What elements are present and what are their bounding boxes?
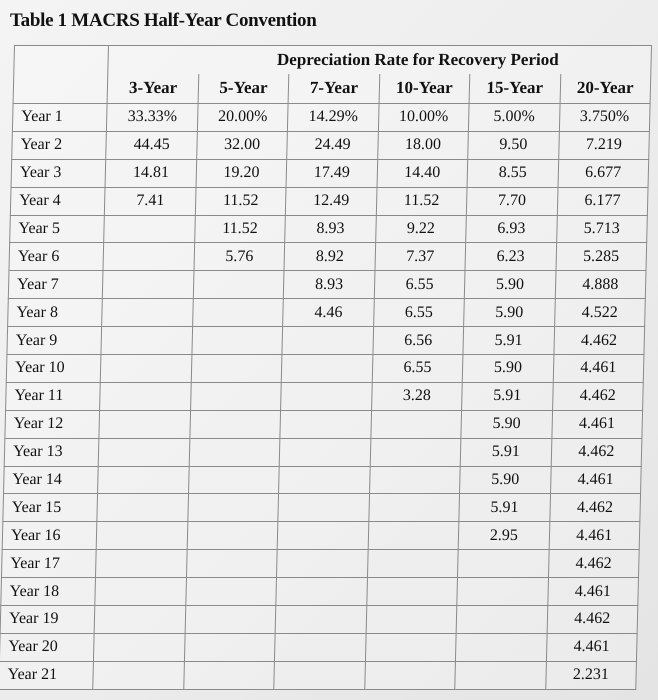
empty-rate-cell: [95, 606, 186, 634]
row-year-label: Year 2: [12, 131, 107, 159]
row-year-label: Year 15: [3, 494, 98, 522]
rate-cell: 44.45: [106, 131, 197, 159]
rate-cell: 11.52: [376, 187, 467, 215]
rate-cell: 8.93: [285, 215, 376, 243]
table-row: [3, 494, 641, 522]
empty-rate-cell: [186, 578, 277, 606]
rate-cell: 5.76: [194, 243, 285, 271]
rate-cell: 10.00%: [378, 104, 469, 132]
empty-rate-cell: [189, 438, 280, 466]
rate-cell: 14.29%: [288, 104, 379, 132]
rate-cell: 2.231: [545, 661, 636, 689]
rate-cell: 14.40: [377, 159, 468, 187]
empty-rate-cell: [185, 606, 276, 634]
empty-rate-cell: [101, 327, 192, 355]
row-year-label: Year 8: [8, 299, 103, 327]
empty-rate-cell: [279, 466, 370, 494]
column-header: 3-Year: [108, 74, 199, 104]
empty-rate-cell: [275, 633, 366, 661]
rate-cell: 4.462: [548, 550, 639, 578]
empty-rate-cell: [93, 661, 184, 689]
empty-rate-cell: [279, 438, 370, 466]
empty-rate-cell: [458, 550, 549, 578]
empty-rate-cell: [456, 633, 547, 661]
rate-cell: 6.55: [373, 299, 464, 327]
column-header: 10-Year: [379, 74, 470, 104]
row-year-label: Year 20: [0, 633, 95, 661]
row-year-label: Year 10: [6, 355, 101, 383]
rate-cell: 4.462: [549, 494, 640, 522]
empty-rate-cell: [103, 243, 194, 271]
table-row: [8, 271, 646, 299]
rate-cell: 4.462: [551, 438, 642, 466]
empty-rate-cell: [457, 578, 548, 606]
table-row: [0, 661, 636, 689]
empty-rate-cell: [455, 661, 546, 689]
empty-rate-cell: [99, 438, 190, 466]
rate-cell: 8.55: [467, 159, 558, 187]
empty-rate-cell: [104, 215, 195, 243]
empty-rate-cell: [275, 606, 366, 634]
table-row: [10, 187, 648, 215]
corner-cell: [14, 46, 109, 74]
rate-cell: 4.461: [546, 633, 637, 661]
rate-cell: 4.461: [551, 410, 642, 438]
column-header: 20-Year: [560, 74, 651, 104]
rate-cell: 11.52: [195, 215, 286, 243]
table-row: [11, 159, 649, 187]
empty-rate-cell: [368, 522, 459, 550]
rate-cell: 4.461: [549, 522, 640, 550]
empty-rate-cell: [102, 299, 193, 327]
empty-rate-cell: [277, 550, 368, 578]
rate-cell: 4.462: [552, 382, 643, 410]
empty-rate-cell: [191, 355, 282, 383]
rate-cell: 5.91: [463, 327, 554, 355]
empty-rate-cell: [365, 633, 456, 661]
rate-cell: 3.28: [371, 382, 462, 410]
rate-cell: 9.22: [375, 215, 466, 243]
rate-cell: 11.52: [195, 187, 286, 215]
rate-cell: 4.461: [550, 466, 641, 494]
empty-rate-cell: [371, 410, 462, 438]
rate-cell: 6.55: [374, 271, 465, 299]
empty-rate-cell: [94, 633, 185, 661]
rate-cell: 5.91: [462, 382, 553, 410]
empty-rate-cell: [277, 522, 368, 550]
empty-rate-cell: [193, 271, 284, 299]
rate-cell: 6.55: [372, 355, 463, 383]
row-year-label: Year 17: [1, 550, 96, 578]
empty-rate-cell: [184, 661, 275, 689]
table-row: [0, 606, 638, 634]
empty-rate-cell: [364, 661, 455, 689]
table-row: [6, 382, 644, 410]
empty-rate-cell: [192, 327, 283, 355]
rate-cell: 5.90: [464, 271, 555, 299]
rate-cell: 8.93: [284, 271, 375, 299]
row-year-label: Year 6: [9, 243, 104, 271]
empty-rate-cell: [97, 522, 188, 550]
rate-cell: 5.00%: [469, 104, 560, 132]
table-row: [10, 215, 648, 243]
row-year-label: Year 13: [4, 438, 99, 466]
row-year-label: Year 4: [10, 187, 105, 215]
rate-cell: 6.677: [558, 159, 649, 187]
rate-cell: 5.90: [460, 466, 551, 494]
table-body: [0, 104, 650, 690]
rate-cell: 14.81: [105, 159, 196, 187]
rate-cell: 4.462: [547, 606, 638, 634]
rate-cell: 6.93: [466, 215, 557, 243]
rate-cell: 20.00%: [197, 104, 288, 132]
rate-cell: 33.33%: [107, 104, 198, 132]
rate-cell: 6.56: [373, 327, 464, 355]
empty-rate-cell: [99, 410, 190, 438]
rate-cell: 5.91: [459, 494, 550, 522]
row-year-label: Year 18: [1, 578, 96, 606]
table-row: [9, 243, 647, 271]
table-row: [4, 466, 642, 494]
empty-rate-cell: [188, 494, 279, 522]
empty-rate-cell: [97, 494, 188, 522]
empty-rate-cell: [188, 466, 279, 494]
table-row: [1, 550, 639, 578]
table-row: [7, 327, 645, 355]
table-row: [12, 131, 650, 159]
empty-rate-cell: [282, 327, 373, 355]
empty-rate-cell: [95, 578, 186, 606]
rate-cell: 4.888: [555, 271, 646, 299]
empty-rate-cell: [186, 550, 277, 578]
rate-cell: 7.37: [375, 243, 466, 271]
rate-cell: 32.00: [197, 131, 288, 159]
year-column-header: [13, 74, 108, 104]
rate-cell: 9.50: [468, 131, 559, 159]
rate-cell: 4.461: [547, 578, 638, 606]
empty-rate-cell: [278, 494, 369, 522]
rate-cell: 8.92: [284, 243, 375, 271]
empty-rate-cell: [190, 410, 281, 438]
empty-rate-cell: [370, 438, 461, 466]
empty-rate-cell: [96, 550, 187, 578]
row-year-label: Year 12: [5, 410, 100, 438]
row-year-label: Year 7: [8, 271, 103, 299]
empty-rate-cell: [101, 355, 192, 383]
table-row: [0, 633, 637, 661]
empty-rate-cell: [103, 271, 194, 299]
macrs-table: [0, 45, 652, 690]
rate-cell: 4.522: [554, 299, 645, 327]
empty-rate-cell: [366, 606, 457, 634]
empty-rate-cell: [456, 606, 547, 634]
rate-cell: 12.49: [286, 187, 377, 215]
column-header: 5-Year: [198, 74, 289, 104]
rate-cell: 5.90: [464, 299, 555, 327]
table-row: [6, 355, 644, 383]
empty-rate-cell: [190, 382, 281, 410]
empty-rate-cell: [281, 382, 372, 410]
row-year-label: Year 1: [12, 104, 107, 132]
rate-cell: 6.23: [465, 243, 556, 271]
row-year-label: Year 19: [0, 606, 95, 634]
recovery-period-group-header: Depreciation Rate for Recovery Period: [108, 46, 651, 74]
rate-cell: 18.00: [377, 131, 468, 159]
rate-cell: 5.90: [462, 355, 553, 383]
row-year-label: Year 11: [6, 382, 101, 410]
rate-cell: 5.285: [556, 243, 647, 271]
rate-cell: 5.91: [460, 438, 551, 466]
empty-rate-cell: [100, 382, 191, 410]
column-header: 7-Year: [288, 74, 379, 104]
rate-cell: 3.750%: [559, 104, 650, 132]
row-year-label: Year 14: [4, 466, 99, 494]
table-title: Table 1 MACRS Half-Year Convention: [10, 10, 317, 31]
rate-cell: 5.713: [556, 215, 647, 243]
empty-rate-cell: [274, 661, 365, 689]
rate-cell: 19.20: [196, 159, 287, 187]
table-row: [5, 410, 643, 438]
empty-rate-cell: [282, 355, 373, 383]
empty-rate-cell: [369, 466, 460, 494]
rate-cell: 6.177: [557, 187, 648, 215]
empty-rate-cell: [187, 522, 278, 550]
empty-rate-cell: [98, 466, 189, 494]
empty-rate-cell: [367, 578, 458, 606]
empty-rate-cell: [369, 494, 460, 522]
row-year-label: Year 9: [7, 327, 102, 355]
empty-rate-cell: [367, 550, 458, 578]
row-year-label: Year 21: [0, 661, 94, 689]
rate-cell: 2.95: [458, 522, 549, 550]
rate-cell: 5.90: [461, 410, 552, 438]
empty-rate-cell: [276, 578, 367, 606]
rate-cell: 4.46: [283, 299, 374, 327]
empty-rate-cell: [280, 410, 371, 438]
table-row: [2, 522, 640, 550]
table-row: [1, 578, 639, 606]
table-row: [4, 438, 642, 466]
row-year-label: Year 3: [11, 159, 106, 187]
table-row: [12, 104, 650, 132]
rate-cell: 4.462: [553, 327, 644, 355]
row-year-label: Year 5: [10, 215, 105, 243]
empty-rate-cell: [184, 633, 275, 661]
rate-cell: 7.70: [466, 187, 557, 215]
empty-rate-cell: [192, 299, 283, 327]
row-year-label: Year 16: [2, 522, 97, 550]
rate-cell: 7.41: [105, 187, 196, 215]
rate-cell: 4.461: [553, 355, 644, 383]
rate-cell: 17.49: [286, 159, 377, 187]
rate-cell: 7.219: [558, 131, 649, 159]
table-row: [8, 299, 646, 327]
rate-cell: 24.49: [287, 131, 378, 159]
column-header: 15-Year: [469, 74, 560, 104]
